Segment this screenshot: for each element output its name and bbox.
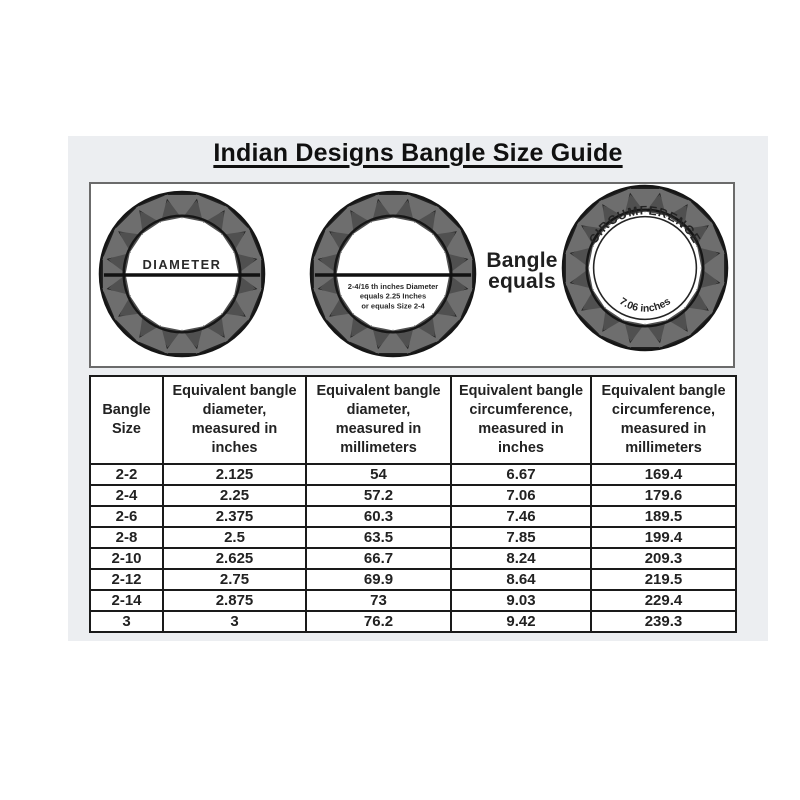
table-cell: 60.3 [306,506,451,527]
column-header-circumference-mm: Equivalent bangle circumference, measured in millimeters [591,376,736,464]
svg-text:7.06 inches [617,296,673,315]
bangle-example-caption-line3: or equals Size 2-4 [361,301,425,311]
table-row [90,527,736,548]
table-cell: 2-4 [90,485,163,506]
column-header-diameter-inches: Equivalent bangle diameter, measured in inches [163,376,306,464]
table-cell: 7.06 [451,485,591,506]
table-cell: 57.2 [306,485,451,506]
bangle-equals-label [479,250,565,292]
table-cell: 179.6 [591,485,736,506]
size-table-header [90,376,736,464]
table-cell: 209.3 [591,548,736,569]
size-table [89,375,737,633]
table-cell: 2.875 [163,590,306,611]
table-cell: 199.4 [591,527,736,548]
table-cell: 9.42 [451,611,591,632]
table-row [90,506,736,527]
bangle-circumference-illustration [561,184,729,352]
table-cell: 2-6 [90,506,163,527]
table-cell: 2-12 [90,569,163,590]
table-cell: 7.85 [451,527,591,548]
table-cell: 2.75 [163,569,306,590]
table-cell: 69.9 [306,569,451,590]
bangle-example-caption-line2: equals 2.25 Inches [359,291,427,301]
table-cell: 239.3 [591,611,736,632]
table-row [90,464,736,485]
table-cell: 229.4 [591,590,736,611]
table-cell: 6.67 [451,464,591,485]
table-cell: 3 [90,611,163,632]
table-row [90,611,736,632]
content-area [68,136,768,641]
table-cell: 2.125 [163,464,306,485]
table-cell: 8.64 [451,569,591,590]
column-header-bangle-size: Bangle Size [90,376,163,464]
bangle-example-illustration [309,190,477,358]
table-cell: 2.25 [163,485,306,506]
circumference-value-label: 7.06 inches [617,296,673,315]
bangle-equals-line1: Bangle [486,249,558,272]
column-header-circumference-inches: Equivalent bangle circumference, measured in inches [451,376,591,464]
table-row [90,569,736,590]
bangle-diameter-illustration [98,190,266,358]
table-cell: 9.03 [451,590,591,611]
diameter-label: DIAMETER [142,257,222,273]
table-row [90,590,736,611]
header-row [90,376,736,464]
bangle-equals-line2: equals [488,270,556,293]
table-cell: 2-2 [90,464,163,485]
table-cell: 189.5 [591,506,736,527]
column-header-diameter-mm: Equivalent bangle diameter, measured in millimeters [306,376,451,464]
table-cell: 219.5 [591,569,736,590]
table-cell: 73 [306,590,451,611]
table-cell: 2-14 [90,590,163,611]
size-table-body [90,464,736,632]
table-cell: 2-8 [90,527,163,548]
table-cell: 8.24 [451,548,591,569]
table-cell: 3 [163,611,306,632]
table-cell: 54 [306,464,451,485]
table-cell: 2.625 [163,548,306,569]
table-cell: 76.2 [306,611,451,632]
table-cell: 2.375 [163,506,306,527]
table-row [90,548,736,569]
table-cell: 2-10 [90,548,163,569]
table-cell: 2.5 [163,527,306,548]
table-cell: 169.4 [591,464,736,485]
bangle-example-caption-line1: 2-4/16 th inches Diameter [347,281,439,291]
table-cell: 7.46 [451,506,591,527]
page-title: Indian Designs Bangle Size Guide [213,139,623,167]
table-cell: 63.5 [306,527,451,548]
circumference-label: CIRCUMFERENCE [586,203,704,247]
table-cell: 66.7 [306,548,451,569]
illustration-panel [89,182,735,368]
table-row [90,485,736,506]
